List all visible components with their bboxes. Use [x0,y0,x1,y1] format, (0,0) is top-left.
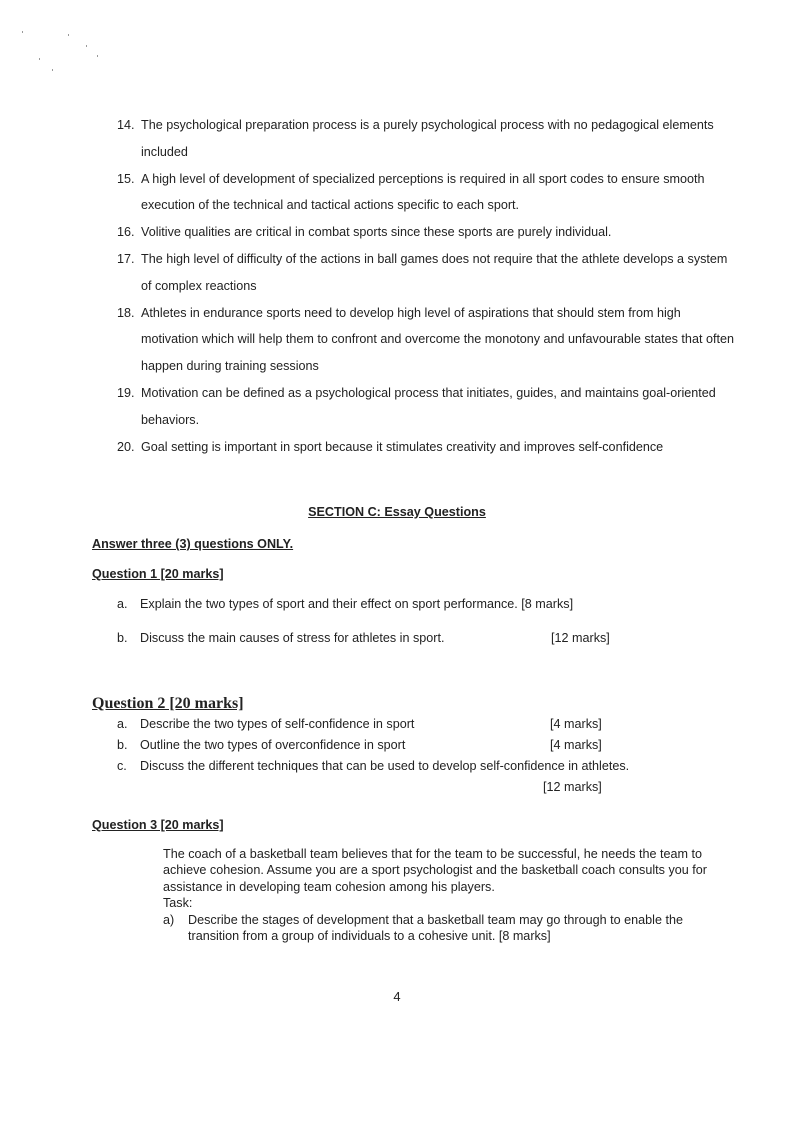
question-3-task-label: Task: [163,896,193,911]
section-c-title: SECTION C: Essay Questions [308,505,486,519]
question-2-heading: Question 2 [20 marks] [92,695,244,712]
statement-16: 16. Volitive qualities are critical in combat sports since these sports are purely individual. [117,225,612,240]
question-1-part-b-marks: [12 marks] [551,631,610,645]
question-1-part-a: a. Explain the two types of sport and their effect on sport performance. [8 marks] [117,597,574,611]
scan-artifacts [0,0,140,90]
statement-19: 19. Motivation can be defined as a psychological process that initiates, guides, and maintains goal-oriented behaviors. [117,385,716,427]
question-1-heading: Question 1 [20 marks] [92,567,224,581]
question-3-scenario: The coach of a basketball team believes that for the team to be successful, he needs the team to achieve cohesion. Assume you are a sport psychologist and the basketball coach consults you for assistance in developing team cohesion among his players. [163,847,707,894]
statement-15: 15. A high level of development of specialized perceptions is required in all sport codes to ensure smooth execution of the technical and tactical actions specific to each sport. [117,171,705,213]
question-3-heading: Question 3 [20 marks] [92,818,224,832]
question-3-body [163,846,723,944]
statement-17: 17. The high level of difficulty of the actions in ball games does not require that the athlete develops a system of complex reactions [117,251,728,293]
question-2-part-b: b. Outline the two types of overconfidence in sport [117,738,406,752]
question-2-part-a: a. Describe the two types of self-confidence in sport [117,717,415,731]
question-3-part-a: a) Describe the stages of development that a basketball team may go through to enable the transition from a group of individuals to a cohesive unit. [8 marks] [163,912,683,944]
statement-20: 20. Goal setting is important in sport because it stimulates creativity and improves self-confidence [117,439,664,454]
section-instruction: Answer three (3) questions ONLY. [92,537,294,551]
true-false-statements [117,112,737,460]
question-2-part-a-marks: [4 marks] [550,717,602,731]
question-2-part-b-marks: [4 marks] [550,738,602,752]
statement-14: 14. The psychological preparation process is a purely psychological process with no pedagogical elements included [117,118,714,159]
page-number: 4 [393,989,401,1004]
question-2-part-c: c. Discuss the different techniques that can be used to develop self-confidence in athletes. [117,759,630,773]
statement-18: 18. Athletes in endurance sports need to develop high level of aspirations that should stem from high motivation which will help them to confront and overcome the monotony and unfavourable states that often happen during training sessions [117,305,734,374]
question-2-part-c-marks: [12 marks] [543,780,602,794]
question-1-part-b: b. Discuss the main causes of stress for athletes in sport. [117,631,445,645]
